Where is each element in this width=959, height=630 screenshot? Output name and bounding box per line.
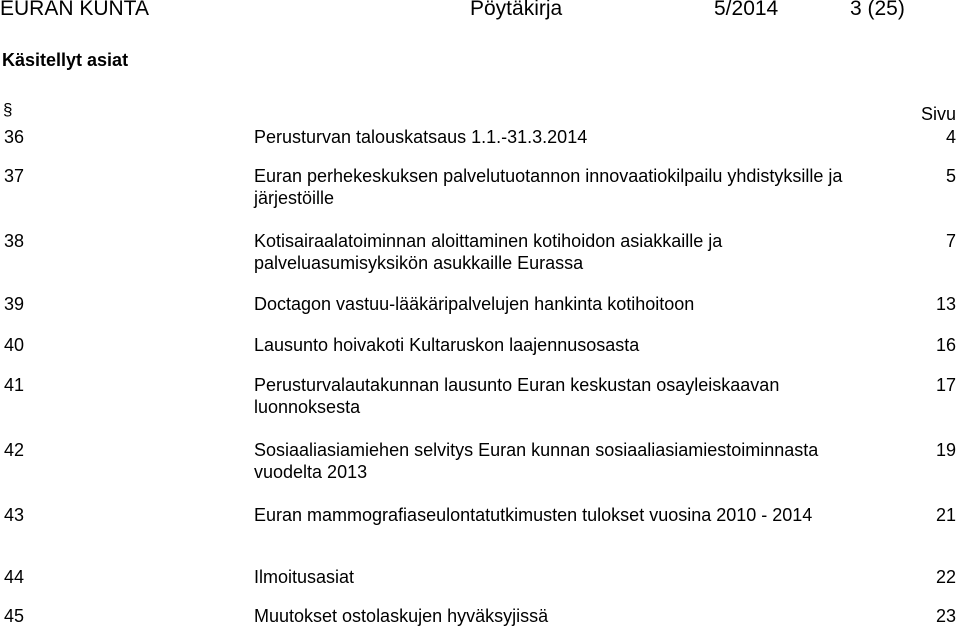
document-header <box>0 0 959 30</box>
item-number: 40 <box>4 335 25 355</box>
page-column-header: Sivu <box>920 104 956 124</box>
item-title: Ilmoitusasiat <box>254 567 355 587</box>
item-number: 37 <box>4 166 25 186</box>
item-number: 39 <box>4 294 25 314</box>
document-type: Pöytäkirja <box>470 0 563 20</box>
item-page: 7 <box>945 231 956 251</box>
item-title: Euran perhekeskuksen palvelutuotannon innovaatiokilpailu yhdistyksille ja järjestöille <box>254 166 843 208</box>
item-number: 38 <box>4 231 25 251</box>
item-page: 23 <box>935 606 956 626</box>
item-title: Muutokset ostolaskujen hyväksyjissä <box>254 606 549 626</box>
section-title: Käsitellyt asiat <box>2 50 129 70</box>
section-sign-icon: § <box>3 100 13 119</box>
item-page: 22 <box>935 567 956 587</box>
item-title: Perusturvalautakunnan lausunto Euran keskustan osayleiskaavan luonnoksesta <box>254 375 780 417</box>
organization-name: EURAN KUNTA <box>0 0 149 20</box>
item-number: 44 <box>4 567 25 587</box>
item-title: Euran mammografiaseulontatutkimusten tulokset vuosina 2010 - 2014 <box>254 505 813 525</box>
item-page: 19 <box>935 440 956 460</box>
item-title: Kotisairaalatoiminnan aloittaminen kotihoidon asiakkaille ja palveluasumisyksikön asukkaille Eurassa <box>254 231 723 273</box>
item-page: 17 <box>935 375 956 395</box>
item-title: Lausunto hoivakoti Kultaruskon laajennusosasta <box>254 335 640 355</box>
page-number: 3 (25) <box>850 0 905 20</box>
item-page: 16 <box>935 335 956 355</box>
item-page: 21 <box>935 505 956 525</box>
item-title: Doctagon vastuu-lääkäripalvelujen hankinta kotihoitoon <box>254 294 695 314</box>
item-number: 41 <box>4 375 25 395</box>
item-page: 5 <box>945 166 956 186</box>
item-number: 42 <box>4 440 25 460</box>
item-number: 45 <box>4 606 25 626</box>
meeting-number: 5/2014 <box>714 0 779 20</box>
item-number: 36 <box>4 127 25 147</box>
item-page: 4 <box>945 127 956 147</box>
item-title: Perusturvan talouskatsaus 1.1.-31.3.2014 <box>254 127 588 147</box>
item-number: 43 <box>4 505 25 525</box>
item-page: 13 <box>935 294 956 314</box>
item-title: Sosiaaliasiamiehen selvitys Euran kunnan sosiaaliasiamiestoiminnasta vuodelta 2013 <box>254 440 819 482</box>
